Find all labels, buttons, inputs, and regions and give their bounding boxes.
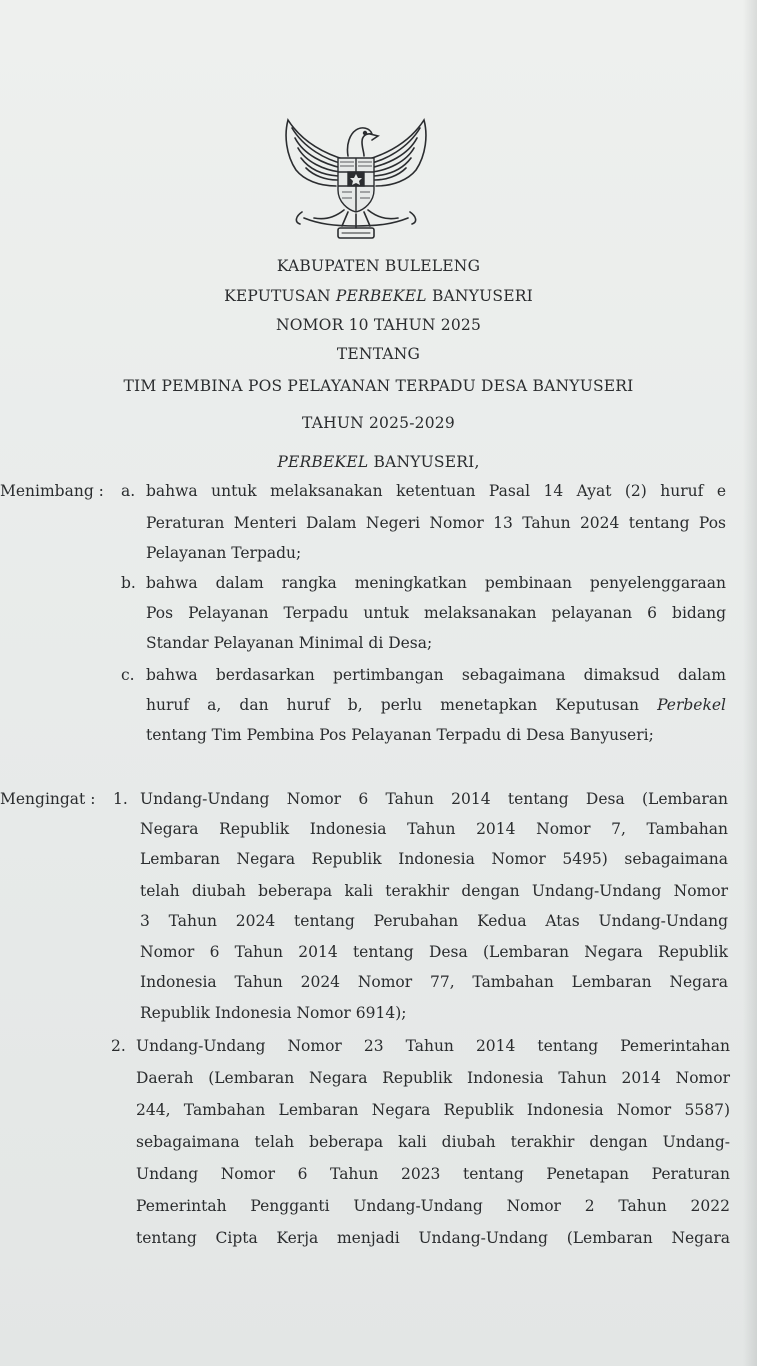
menimbang-c-line: tentang Tim Pembina Pos Pelayanan Terpadu di Desa Banyuseri; bbox=[146, 726, 654, 744]
decree-italic: PERBEKEL bbox=[335, 287, 427, 305]
mengingat-1-line: Republik Indonesia Nomor 6914); bbox=[140, 1004, 407, 1022]
decree-number: NOMOR 10 TAHUN 2025 bbox=[275, 316, 482, 334]
mengingat-1-line: telah diubah beberapa kali terakhir dengan Undang-Undang Nomor bbox=[140, 882, 728, 900]
mengingat-2-line: Undang Nomor 6 Tahun 2023 tentang Penetapan Peraturan bbox=[136, 1165, 730, 1183]
mengingat-2-line: tentang Cipta Kerja menjadi Undang-Undang (Lembaran Negara bbox=[136, 1229, 730, 1247]
menimbang-a-marker: a. bbox=[121, 482, 136, 500]
mengingat-2-line: Undang-Undang Nomor 23 Tahun 2014 tentang Pemerintahan bbox=[136, 1037, 730, 1055]
decree-period: TAHUN 2025-2029 bbox=[302, 414, 455, 432]
mengingat-1-line: Nomor 6 Tahun 2014 tentang Desa (Lembaran Negara Republik bbox=[140, 943, 728, 961]
mengingat-1-line: Undang-Undang Nomor 6 Tahun 2014 tentang Desa (Lembaran bbox=[140, 790, 728, 808]
menimbang-c-marker: c. bbox=[121, 666, 135, 684]
mengingat-1-marker: 1. bbox=[113, 790, 128, 808]
mengingat-label: Mengingat : bbox=[0, 790, 96, 808]
official-line bbox=[0, 453, 757, 471]
menimbang-a-line: Pelayanan Terpadu; bbox=[146, 544, 302, 562]
menimbang-b-line: Standar Pelayanan Minimal di Desa; bbox=[146, 634, 433, 652]
page-edge-shadow bbox=[743, 0, 757, 1366]
decree-suffix: BANYUSERI bbox=[426, 287, 533, 305]
mengingat-1-line: Indonesia Tahun 2024 Nomor 77, Tambahan Lembaran Negara bbox=[140, 973, 728, 991]
garuda-emblem bbox=[274, 100, 438, 246]
mengingat-2-line: sebagaimana telah beberapa kali diubah terakhir dengan Undang- bbox=[136, 1133, 730, 1151]
region-heading: KABUPATEN BULELENG bbox=[276, 257, 481, 275]
menimbang-a-line: Peraturan Menteri Dalam Negeri Nomor 13 Tahun 2024 tentang Pos bbox=[146, 514, 726, 532]
decree-heading bbox=[0, 287, 757, 305]
perbekel-italic: Perbekel bbox=[657, 696, 726, 714]
menimbang-c-line: bahwa berdasarkan pertimbangan sebagaimana dimaksud dalam bbox=[146, 666, 726, 684]
menimbang-a-line: bahwa untuk melaksanakan ketentuan Pasal 14 Ayat (2) huruf e bbox=[146, 482, 726, 500]
menimbang-b-line: bahwa dalam rangka meningkatkan pembinaan penyelenggaraan bbox=[146, 574, 726, 592]
menimbang-label: Menimbang : bbox=[0, 482, 104, 500]
mengingat-2-line: Pemerintah Pengganti Undang-Undang Nomor 2 Tahun 2022 bbox=[136, 1197, 730, 1215]
menimbang-c-line bbox=[146, 696, 726, 714]
decree-prefix: KEPUTUSAN bbox=[224, 287, 336, 305]
menimbang-b-line: Pos Pelayanan Terpadu untuk melaksanakan pelayanan 6 bidang bbox=[146, 604, 726, 622]
decree-title: TIM PEMBINA POS PELAYANAN TERPADU DESA BANYUSERI bbox=[123, 377, 634, 395]
mengingat-2-line: Daerah (Lembaran Negara Republik Indonesia Tahun 2014 Nomor bbox=[136, 1069, 730, 1087]
mengingat-1-line: Negara Republik Indonesia Tahun 2014 Nomor 7, Tambahan bbox=[140, 820, 728, 838]
official-suffix: BANYUSERI, bbox=[368, 453, 480, 471]
mengingat-2-marker: 2. bbox=[111, 1037, 126, 1055]
about-heading: TENTANG bbox=[336, 345, 421, 363]
menimbang-b-marker: b. bbox=[121, 574, 136, 592]
menimbang-c-line-text: huruf a, dan huruf b, perlu menetapkan Keputusan bbox=[146, 696, 639, 714]
mengingat-1-line: 3 Tahun 2024 tentang Perubahan Kedua Atas Undang-Undang bbox=[140, 912, 728, 930]
official-italic: PERBEKEL bbox=[277, 453, 369, 471]
mengingat-2-line: 244, Tambahan Lembaran Negara Republik Indonesia Nomor 5587) bbox=[136, 1101, 730, 1119]
mengingat-1-line: Lembaran Negara Republik Indonesia Nomor 5495) sebagaimana bbox=[140, 850, 728, 868]
